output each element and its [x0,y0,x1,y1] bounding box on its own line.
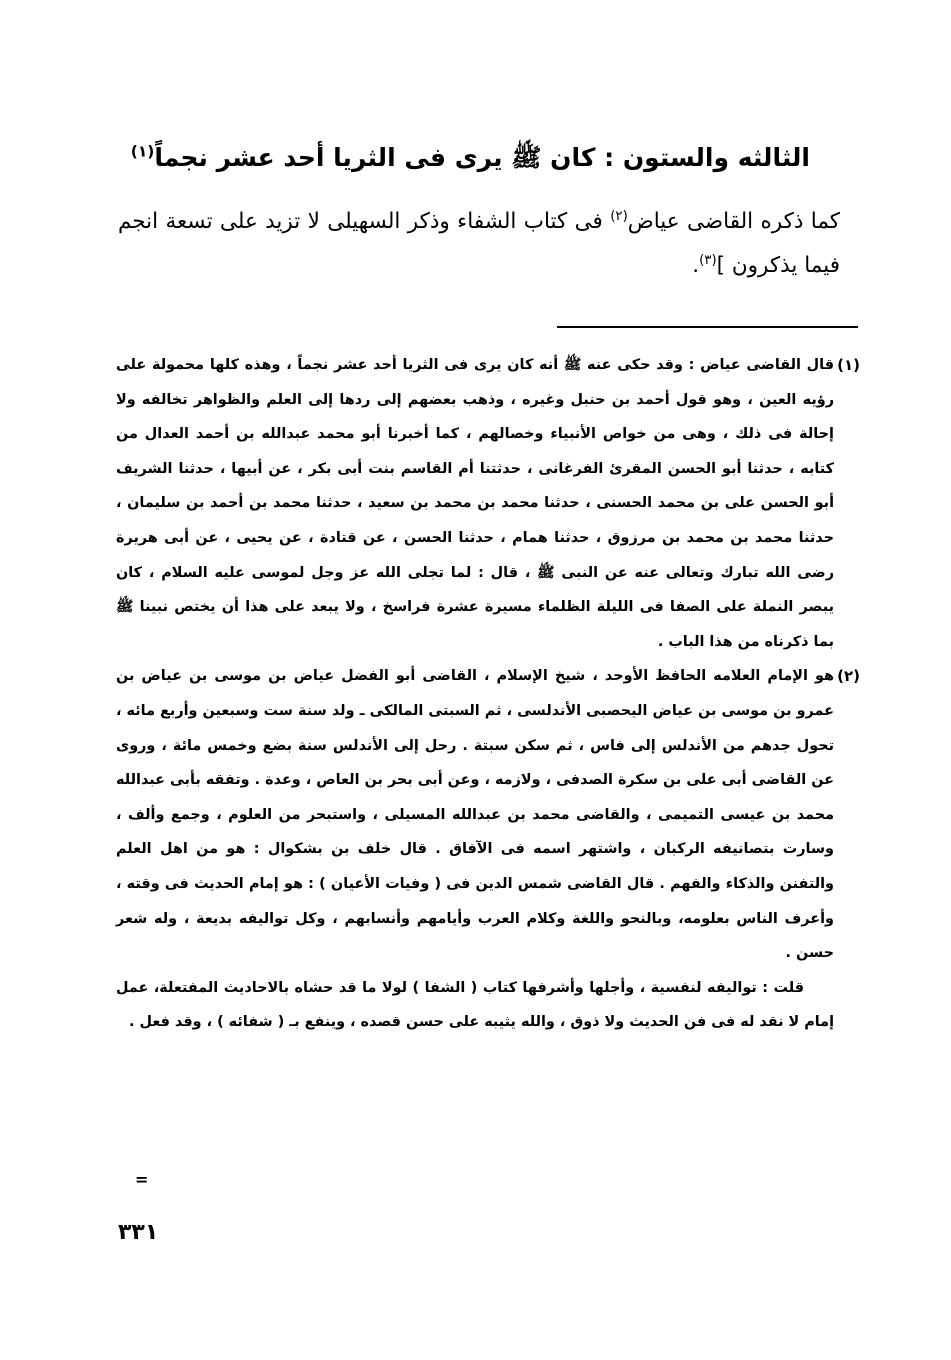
heading-footnote-ref: (١) [130,142,155,161]
main-text-part-1: كما ذكره القاضى عياض [627,209,840,234]
footnote-2 [116,659,860,1040]
footnotes [116,348,860,1040]
main-footnote-ref-2: (٢) [610,208,628,224]
footnote-text: قال القاضى عياض : وقد حكى عنه ﷺ أنه كان يرى فى الثريا أحد عشر نجماً ، وهذه كلها محمولة على رؤيه العين ، وهو قول أحمد بن حنبل وغيره ، وذهب بعضهم إلى ردها إلى العلم والظواهر تخالفه ولا إحالة فى ذلك ، وهى من خواص الأنبياء وخصالهم ، كما أخبرنا أبو محمد عبدالله بن أحمد العدال من كتابه ، حدثنا أبو الحسن المقرئ الفرغانى ، حدثتنا أم القاسم بنت أبى بكر ، عن أبيها ، حدثنا الشريف أبو الحسن على بن محمد الحسنى ، حدثنا محمد بن محمد بن سعيد ، حدثنا محمد بن أحمد بن سليمان ، حدثنا محمد بن محمد بن مرزوق ، حدثنا همام ، حدثنا الحسن ، عن قتادة ، عن يحيى ، عن أبى هريرة رضى الله تبارك وتعالى عنه عن النبى ﷺ ، قال : لما تجلى الله عز وجل لموسى عليه السلام ، كان يبصر النملة على الصفا فى الليلة الظلماء مسيرة عشرة فراسخ ، ولا يبعد على هذا أن يختص نبينا ﷺ بما ذكرناه من هذا الباب . [116,357,834,650]
heading-text: الثالثه والستون : كان ﷺ يرى فى الثريا أحد عشر نجماً [154,143,810,172]
page-number: ٣٣١ [118,1220,159,1245]
footnote-text: هو الإمام العلامه الحافظ الأوحد ، شيخ الإسلام ، القاضى أبو الفضل عياض بن موسى بن عياض بن عمرو بن موسى بن عياض اليحصبى الأندلسى ، ثم السبتى المالكى ـ ولد سنة ست وسبعين وأربع مائه ، تحول جدهم من الأندلس إلى فاس ، ثم سكن سبتة . رحل إلى الأندلس سنة بضع وخمس مائة ، وروى عن القاضى أبى على بن سكرة الصدفى ، ولازمه ، وعن أبى بحر بن العاص ، وعدة . وتفقه بأبى عبدالله محمد بن عيسى التميمى ، والقاضى محمد بن عبدالله المسيلى ، واستبحر من العلوم ، وجمع وألف ، وسارت بتصانيفه الركبان ، واشتهر اسمه فى الآفاق . قال خلف بن بشكوال : هو من اهل العلم والتفنن والذكاء والفهم . قال القاضى شمس الدين فى ( وفيات الأعيان ) : هو إمام الحديث فى وقته ، وأعرف الناس بعلومه، وبالنحو واللغة وكلام العرب وأيامهم وأنسابهم ، وكل تواليفه بديعة ، وله شعر حسن . [116,668,834,962]
footnote-1 [116,348,860,659]
main-text-part-2: فى كتاب الشفاء وذكر السهيلى لا تزيد على تسعة انجم فيما يذكرون ] [118,209,840,278]
footnote-separator-line [557,326,858,328]
continuation-mark: = [135,1170,149,1189]
footnote-number: (١) [837,356,860,374]
footnote-number: (٢) [837,667,860,686]
section-heading [130,138,810,178]
footnote-text-continued: قلت : تواليفه لنفسية ، وأجلها وأشرفها كتاب ( الشفا ) لولا ما قد حشاه بالاحاديث المفتعلة، عمل إمام لا نقد له فى فن الحديث ولا ذوق ، والله يثيبه على حسن قصده ، وينفع بـ ( شفائه ) ، وقد فعل . [116,979,834,1031]
main-paragraph [118,200,840,288]
main-footnote-ref-3: (٣) [699,252,717,268]
main-text-part-3: . [692,253,700,278]
